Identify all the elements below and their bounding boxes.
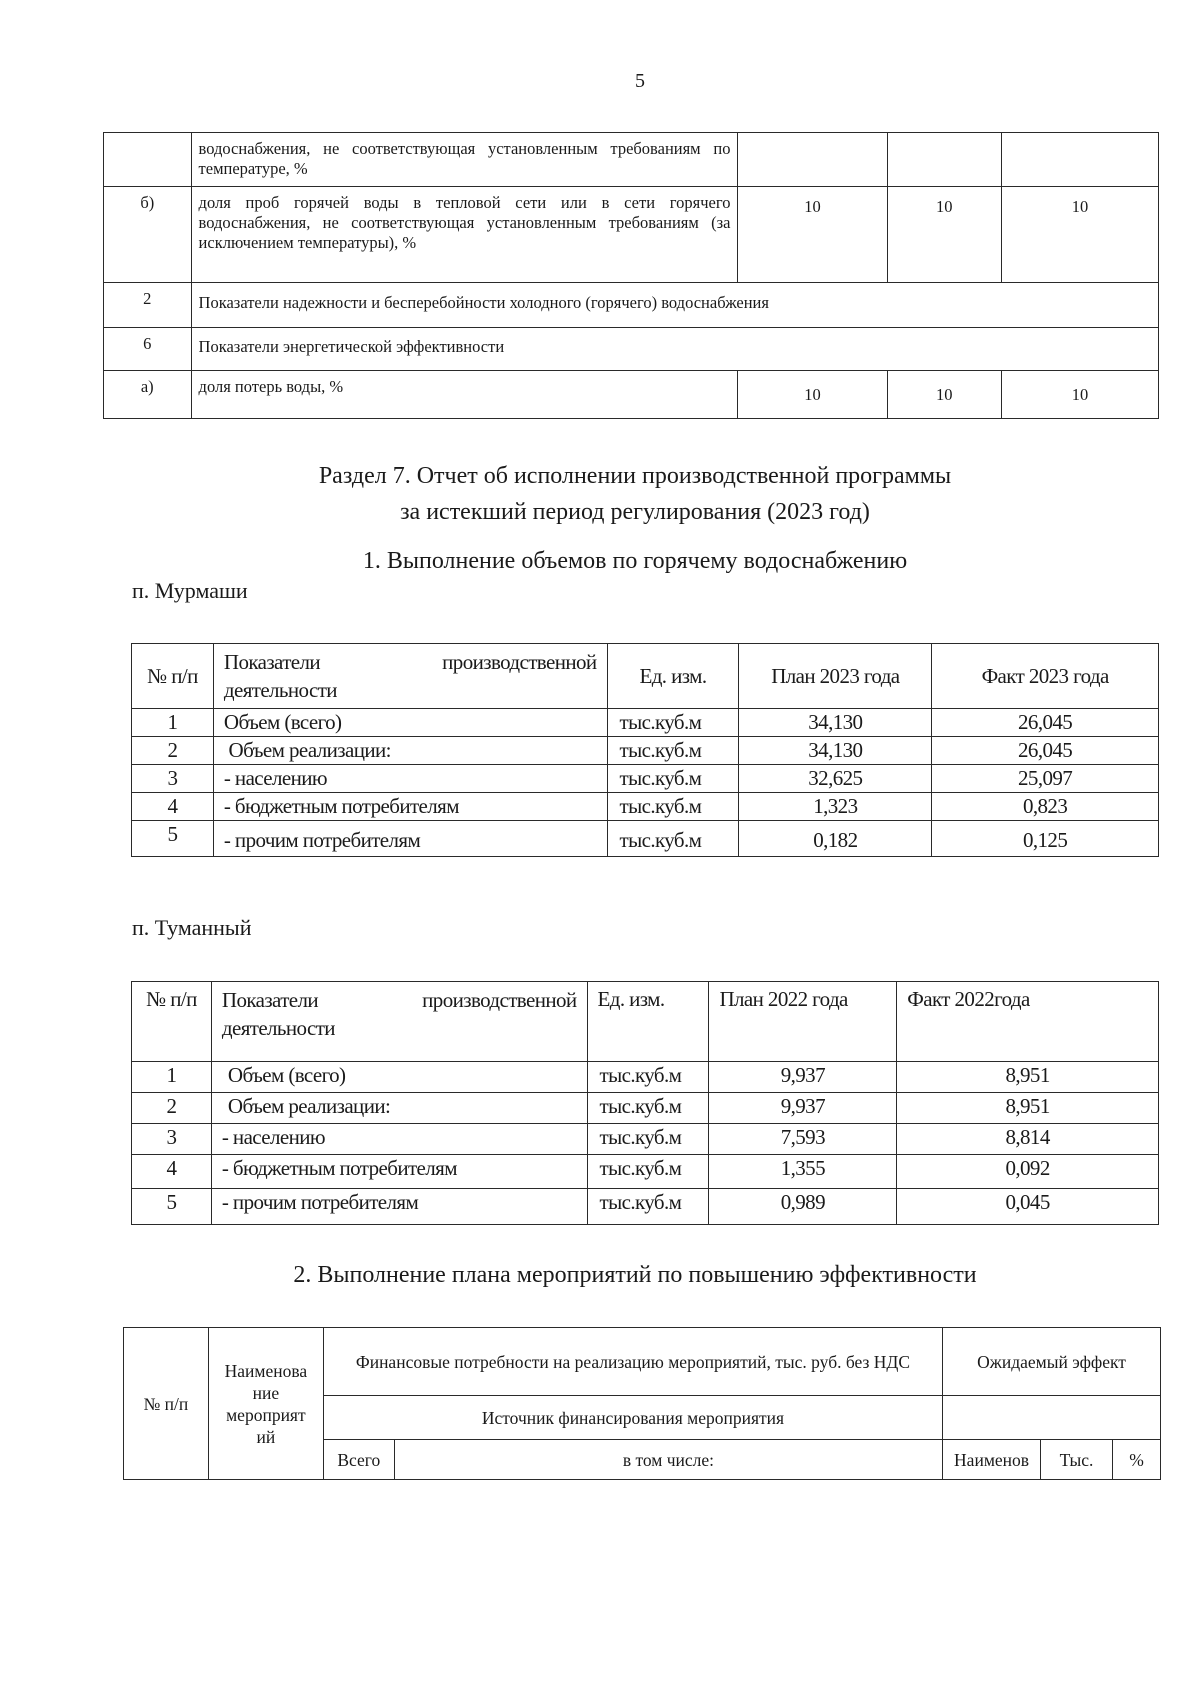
indicator-value bbox=[738, 133, 887, 187]
column-header: № п/п bbox=[124, 1328, 209, 1480]
table-row bbox=[104, 133, 1159, 187]
column-header: Факт 2022года bbox=[897, 982, 1159, 1062]
column-header: Всего bbox=[323, 1440, 394, 1480]
section-title: Раздел 7. Отчет об исполнении производственной программы за истекший период регулирования (2023 год) bbox=[318, 463, 952, 525]
indicator-name: доля проб горячей воды в тепловой сети или в сети горячего водоснабжения, не соответствующая установленным требованиям (за исключением температуры), % bbox=[191, 187, 738, 283]
efficiency-measures-table bbox=[123, 1327, 1161, 1480]
table-header-row bbox=[132, 982, 1159, 1062]
table-row: 3 - населению тыс.куб.м 32,625 25,097 bbox=[132, 765, 1159, 793]
column-header: в том числе: bbox=[394, 1440, 942, 1480]
table-row bbox=[104, 328, 1159, 371]
table-row: 4 - бюджетным потребителям тыс.куб.м 1,323 0,823 bbox=[132, 793, 1159, 821]
indicators-continuation-table bbox=[103, 132, 1159, 419]
column-header: Ожидаемый эффект bbox=[943, 1328, 1161, 1396]
table-row: 1 Объем (всего) тыс.куб.м 34,130 26,045 bbox=[132, 709, 1159, 737]
table-row: 5 - прочим потребителям тыс.куб.м 0,989 0,045 bbox=[132, 1189, 1159, 1225]
column-header: Наименова ние мероприят ий bbox=[208, 1328, 323, 1480]
indicator-group-name: Показатели энергетической эффективности bbox=[191, 328, 1158, 371]
column-header: Финансовые потребности на реализацию мероприятий, тыс. руб. без НДС bbox=[323, 1328, 942, 1396]
indicator-value bbox=[1001, 133, 1158, 187]
table-row: 4 - бюджетным потребителям тыс.куб.м 1,355 0,092 bbox=[132, 1155, 1159, 1189]
column-header: Факт 2023 года bbox=[932, 644, 1159, 709]
table-row: 5 - прочим потребителям тыс.куб.м 0,182 0,125 bbox=[132, 821, 1159, 857]
subsection-title: 1. Выполнение объемов по горячему водоснабжению bbox=[362, 548, 908, 574]
indicator-value: 10 bbox=[738, 187, 887, 283]
subsection-title: 2. Выполнение плана мероприятий по повышению эффективности bbox=[293, 1262, 977, 1288]
column-header: Источник финансирования мероприятия bbox=[323, 1396, 942, 1440]
column-header: Тыс. bbox=[1041, 1440, 1113, 1480]
row-number: а) bbox=[104, 371, 192, 419]
tumanny-volume-table bbox=[131, 981, 1159, 1225]
table-row bbox=[104, 283, 1159, 328]
column-header: % bbox=[1112, 1440, 1160, 1480]
column-header: № п/п bbox=[132, 982, 212, 1062]
column-header: Наименов bbox=[943, 1440, 1041, 1480]
place-label: п. Мурмаши bbox=[132, 578, 248, 603]
row-number: б) bbox=[104, 187, 192, 283]
table-row: 2 Объем реализации: тыс.куб.м 34,130 26,045 bbox=[132, 737, 1159, 765]
column-header: Показатели производственной деятельности bbox=[211, 982, 587, 1062]
table-row: 1 Объем (всего) тыс.куб.м 9,937 8,951 bbox=[132, 1062, 1159, 1093]
column-header: Ед. изм. bbox=[587, 982, 709, 1062]
indicator-name: водоснабжения, не соответствующая установленным требованиям по температуре, % bbox=[191, 133, 738, 187]
table-header-row bbox=[124, 1328, 1161, 1396]
indicator-value: 10 bbox=[1001, 187, 1158, 283]
row-number bbox=[104, 133, 192, 187]
table-header-row bbox=[132, 644, 1159, 709]
column-header: Ед. изм. bbox=[607, 644, 739, 709]
column-header: Показатели производственной деятельности bbox=[213, 644, 607, 709]
indicator-value: 10 bbox=[887, 371, 1001, 419]
row-number: 6 bbox=[104, 328, 192, 371]
indicator-name: доля потерь воды, % bbox=[191, 371, 738, 419]
indicator-value: 10 bbox=[738, 371, 887, 419]
column-header: № п/п bbox=[132, 644, 214, 709]
column-header: План 2023 года bbox=[739, 644, 932, 709]
column-header: План 2022 года bbox=[709, 982, 897, 1062]
row-number: 2 bbox=[104, 283, 192, 328]
indicator-value bbox=[887, 133, 1001, 187]
page-number: 5 bbox=[635, 70, 645, 92]
table-row: 3 - населению тыс.куб.м 7,593 8,814 bbox=[132, 1124, 1159, 1155]
place-label: п. Туманный bbox=[132, 915, 252, 940]
murmashi-volume-table bbox=[131, 643, 1159, 857]
table-row: 2 Объем реализации: тыс.куб.м 9,937 8,951 bbox=[132, 1093, 1159, 1124]
table-row bbox=[104, 371, 1159, 419]
indicator-value: 10 bbox=[1001, 371, 1158, 419]
indicator-group-name: Показатели надежности и бесперебойности холодного (горячего) водоснабжения bbox=[191, 283, 1158, 328]
table-row bbox=[104, 187, 1159, 283]
indicator-value: 10 bbox=[887, 187, 1001, 283]
